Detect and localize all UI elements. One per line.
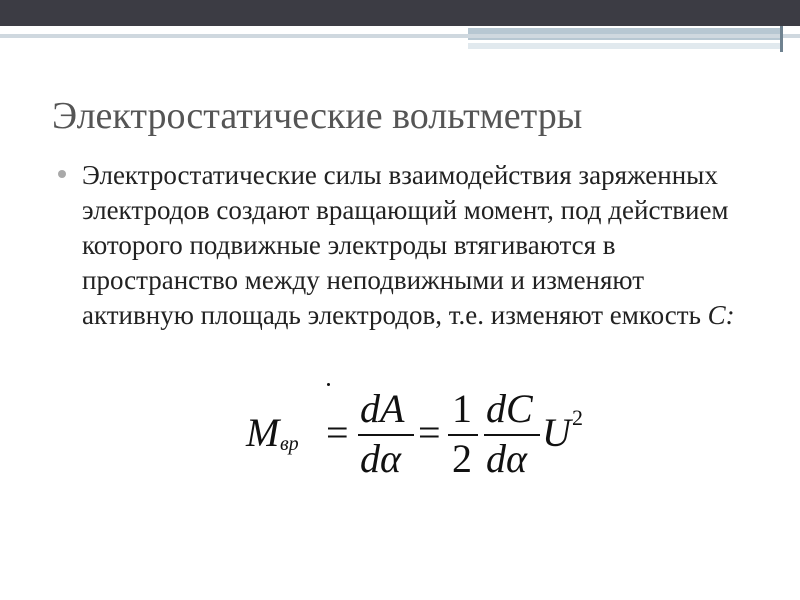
bullet-body: Электростатические силы взаимодействия заряженных электродов создают вращающий момент, под действием которого подвижные электроды втягиваются в пространство между неподвижными и изменяют активную площадь электродов, т.е. изменяют емкость <box>82 160 729 330</box>
frac1-denominator: dα <box>360 436 401 481</box>
formula-m-symbol: M <box>246 410 280 455</box>
frac3-denominator: dα <box>486 436 527 481</box>
slide-title: Электростатические вольтметры <box>52 95 583 137</box>
formula-u-symbol: U <box>542 410 571 455</box>
frac1-numerator: dA <box>360 386 405 431</box>
formula-equals-2: = <box>418 410 441 455</box>
frac3-numerator: dC <box>486 386 533 431</box>
bullet-dot-icon <box>58 170 66 178</box>
bullet-text <box>82 158 738 333</box>
formula-m-subscript: вр <box>280 433 299 455</box>
top-decor-bar <box>0 0 800 26</box>
frac2-denominator: 2 <box>452 436 472 481</box>
bullet-item <box>58 158 738 333</box>
formula-exponent: 2 <box>572 405 583 430</box>
formula-equals-1: = <box>326 410 349 455</box>
frac2-numerator: 1 <box>452 386 472 431</box>
bullet-capacitance-var: C: <box>707 300 735 330</box>
top-rule-line <box>0 34 800 38</box>
corner-rule <box>780 26 783 52</box>
stray-dot <box>327 383 330 386</box>
top-accent-band-lower <box>468 43 780 49</box>
